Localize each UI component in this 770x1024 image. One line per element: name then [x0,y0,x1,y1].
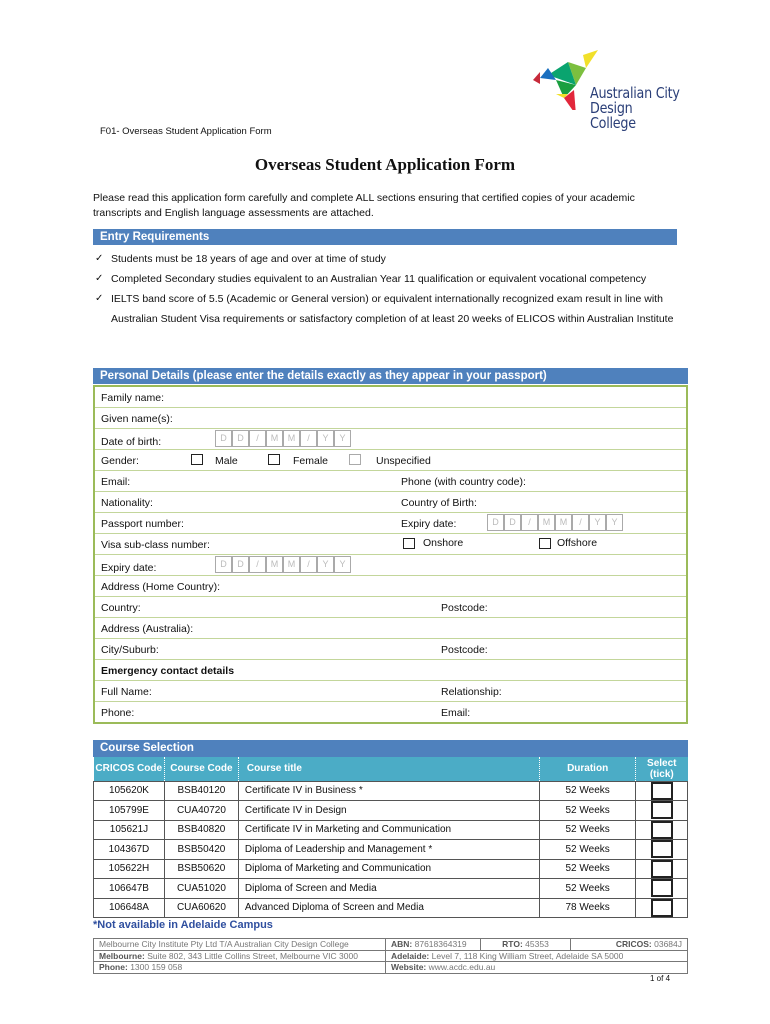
passport-expiry-input[interactable] [487,514,623,531]
date-cell[interactable]: M [283,430,300,447]
adelaide-label: Adelaide: [391,950,430,961]
family-name-label: Family name: [101,392,165,404]
date-cell[interactable]: / [249,430,266,447]
entry-requirements-heading: Entry Requirements [93,229,677,245]
melbourne-label: Melbourne: [99,950,145,961]
date-cell[interactable]: M [538,514,555,531]
date-cell[interactable]: D [487,514,504,531]
logo-line-2: Design College [590,99,636,132]
course-code: CUA60620 [164,898,238,918]
cricos-code: 106647B [94,879,165,899]
footer-table [93,938,688,974]
page-title: Overseas Student Application Form [254,155,516,174]
col-select: Select (tick) [636,757,688,781]
course-code: BSB50620 [164,859,238,879]
male-checkbox[interactable] [191,454,203,465]
date-cell[interactable]: Y [334,556,351,573]
select-cell[interactable] [636,801,688,821]
date-cell[interactable]: / [572,514,589,531]
dob-label: Date of birth: [101,436,162,448]
course-title: Certificate IV in Business * [238,781,539,801]
date-cell[interactable]: D [504,514,521,531]
visa-expiry-input[interactable] [215,556,351,573]
offshore-checkbox[interactable] [539,538,551,549]
onshore-label: Onshore [423,537,464,549]
date-cell[interactable]: / [300,430,317,447]
date-cell[interactable]: D [215,430,232,447]
select-checkbox[interactable] [651,840,673,858]
duration: 52 Weeks [540,801,636,821]
select-checkbox[interactable] [651,821,673,839]
page-number: 1 of 4 [650,974,671,983]
website-link[interactable]: www.acdc.edu.au [428,962,496,973]
select-cell[interactable] [636,781,688,801]
unspecified-checkbox[interactable] [349,454,361,465]
onshore-checkbox[interactable] [403,538,415,549]
college-logo [528,50,698,130]
course-code: BSB40120 [164,781,238,801]
given-names-label: Given name(s): [101,413,173,425]
course-table [93,757,688,918]
date-cell[interactable]: Y [317,556,334,573]
footer-company: Melbourne City Institute Pty Ltd T/A Australian City Design College [94,939,386,951]
male-label: Male [215,455,238,467]
duration: 52 Weeks [540,840,636,860]
course-code: CUA40720 [164,801,238,821]
date-cell[interactable]: M [283,556,300,573]
date-cell[interactable]: Y [334,430,351,447]
cricos-code: 105621J [94,820,165,840]
duration: 52 Weeks [540,859,636,879]
female-label: Female [293,455,329,467]
select-checkbox[interactable] [651,879,673,897]
course-selection-heading: Course Selection [93,740,688,757]
personal-details-heading: Personal Details (please enter the details exactly as they appear in your passport) [93,368,688,384]
date-cell[interactable]: Y [589,514,606,531]
passport-expiry-label: Expiry date: [401,518,457,530]
cricos-value: 03684J [654,939,682,950]
duration: 52 Weeks [540,879,636,899]
nationality-label: Nationality: [101,497,153,509]
duration: 52 Weeks [540,781,636,801]
course-row [94,801,688,821]
select-checkbox[interactable] [651,860,673,878]
cricos-code: 105622H [94,859,165,879]
intro-text: Please read this application form carefully and complete ALL sections ensuring that certified copies of your academic transcripts and English language assessments are attached. [93,192,635,219]
col-course-code: Course Code [164,757,238,781]
cricos-code: 105620K [94,781,165,801]
phone-label: Phone: [99,962,128,973]
adelaide-address: Level 7, 118 King William Street, Adelaide SA 5000 [431,950,624,961]
course-title: Diploma of Screen and Media [238,879,539,899]
logo-line-1: Australian City [590,84,680,102]
date-cell[interactable]: / [249,556,266,573]
course-title: Diploma of Leadership and Management * [238,840,539,860]
col-cricos: CRICOS Code [94,757,165,781]
home-postcode-label: Postcode: [441,602,488,614]
requirement-item: ✓ Completed Secondary studies equivalent to an Australian Year 11 qualification or equivalent vocational competency [93,269,683,289]
address-aus-label: Address (Australia): [101,623,194,635]
country-birth-label: Country of Birth: [401,497,477,509]
phone-value: 1300 159 058 [130,962,183,973]
unspecified-label: Unspecified [376,455,431,467]
date-cell[interactable]: M [266,556,283,573]
select-cell[interactable] [636,898,688,918]
date-cell[interactable]: D [232,556,249,573]
course-row [94,781,688,801]
duration: 78 Weeks [540,898,636,918]
course-title: Diploma of Marketing and Communication [238,859,539,879]
requirement-item: ✓ IELTS band score of 5.5 (Academic or General version) or equivalent internationally recognized exam result in line with Australian Student Visa requirements or satisfactory completion of at least 20 weeks of ELICOS within Australian Institute [93,289,683,329]
cricos-code: 104367D [94,840,165,860]
date-cell[interactable]: M [555,514,572,531]
date-cell[interactable]: / [521,514,538,531]
rto-label: RTO: [502,939,523,950]
bird-logo-icon [528,50,598,110]
course-title: Certificate IV in Design [238,801,539,821]
select-cell[interactable] [636,879,688,899]
campus-note: *Not available in Adelaide Campus [93,919,273,931]
personal-details-form [93,385,688,724]
passport-label: Passport number: [101,518,184,530]
course-row [94,879,688,899]
select-cell[interactable] [636,840,688,860]
address-home-label: Address (Home Country): [101,581,221,593]
course-title: Certificate IV in Marketing and Communication [238,820,539,840]
requirement-item: ✓ Students must be 18 years of age and over at time of study [93,249,683,269]
date-cell[interactable]: Y [317,430,334,447]
visa-expiry-label: Expiry date: [101,562,157,574]
course-row [94,840,688,860]
course-code: CUA51020 [164,879,238,899]
email-label: Email: [101,476,131,488]
abn-label: ABN: [391,939,413,950]
country-label: Country: [101,602,141,614]
melbourne-address: Suite 802, 343 Little Collins Street, Melbourne VIC 3000 [147,950,358,961]
date-cell[interactable]: M [266,430,283,447]
abn-value: 87618364319 [414,939,467,950]
select-checkbox[interactable] [651,899,673,917]
date-cell[interactable]: Y [606,514,623,531]
cricos-code: 106648A [94,898,165,918]
course-title: Advanced Diploma of Screen and Media [238,898,539,918]
course-row [94,820,688,840]
course-row [94,898,688,918]
course-row [94,859,688,879]
select-checkbox[interactable] [651,801,673,819]
cricos-label: CRICOS: [615,939,652,950]
col-duration: Duration [540,757,636,781]
visa-label: Visa sub-class number: [101,539,210,551]
emergency-phone-label: Phone: [101,707,135,719]
emergency-email-label: Email: [441,707,471,719]
select-cell[interactable] [636,859,688,879]
emergency-heading: Emergency contact details [101,665,235,677]
date-cell[interactable]: D [232,430,249,447]
course-code: BSB40820 [164,820,238,840]
offshore-label: Offshore [557,537,598,549]
date-cell[interactable]: D [215,556,232,573]
female-checkbox[interactable] [268,454,280,465]
select-checkbox[interactable] [651,782,673,800]
gender-label: Gender: [101,455,139,467]
col-title: Course title [238,757,539,781]
document-code: F01- Overseas Student Application Form [100,126,272,137]
city-label: City/Suburb: [101,644,159,656]
select-cell[interactable] [636,820,688,840]
aus-postcode-label: Postcode: [441,644,488,656]
dob-input[interactable] [215,430,351,447]
rto-value: 45353 [525,939,549,950]
website-label: Website: [391,962,427,973]
entry-requirements-list [93,249,683,329]
full-name-label: Full Name: [101,686,152,698]
course-code: BSB50420 [164,840,238,860]
phone-cc-label: Phone (with country code): [401,476,526,488]
date-cell[interactable]: / [300,556,317,573]
cricos-code: 105799E [94,801,165,821]
duration: 52 Weeks [540,820,636,840]
relationship-label: Relationship: [441,686,502,698]
